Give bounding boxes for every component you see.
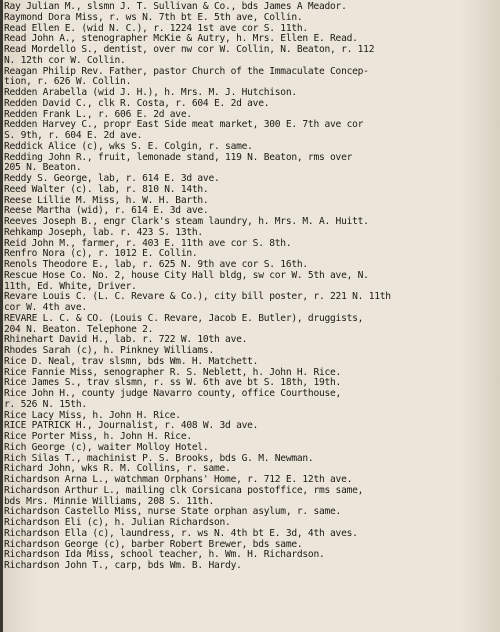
directory-line: Renfro Nora (c), r. 1012 E. Collin.	[4, 248, 198, 260]
directory-line: Reddick Alice (c), wks S. E. Colgin, r. same.	[4, 140, 253, 152]
directory-line: Renols Theodore E., lab, r. 625 N. 9th ave cor S. 16th.	[4, 259, 308, 270]
directory-line: Rhodes Sarah (c), h. Pinkney Williams.	[4, 345, 214, 356]
directory-line: Richardson Arna L., watchman Orphans' Home, r. 712 E. 12th ave.	[4, 474, 353, 485]
directory-line: bds Mrs. Minnie Williams, 208 S. 11th.	[4, 495, 214, 507]
directory-line: Redden Arabella (wid J. H.), h. Mrs. M. J. Hutchison.	[4, 87, 297, 98]
directory-line: Rehkamp Joseph, lab. r. 423 S. 13th.	[4, 226, 203, 238]
directory-line: cor W. 4th ave.	[4, 302, 87, 313]
directory-line: Redden Frank L., r. 606 E. 2d ave.	[4, 108, 192, 120]
directory-line: Redden David C., clk R. Costa, r. 604 E. 2d ave.	[4, 97, 270, 109]
directory-line: r. 526 N. 15th.	[4, 398, 87, 410]
directory-line: Rich George (c), waiter Molloy Hotel.	[4, 441, 209, 453]
directory-line: Rice James S., trav slsmn, r. ss W. 6th ave bt S. 18th, 19th.	[4, 377, 342, 389]
directory-line: Redden Harvey C., propr East Side meat market, 300 E. 7th ave cor	[4, 119, 364, 131]
directory-line: Richardson Eli (c), h. Julian Richardson.	[4, 517, 231, 528]
directory-line: Richardson George (c), barber Robert Brewer, bds same.	[4, 538, 303, 550]
directory-line: Read Ellen E. (wid N. C.), r. 1224 1st ave cor S. 11th.	[4, 22, 308, 34]
directory-line: 11th, Ed. White, Driver.	[4, 280, 137, 292]
directory-line: Richardson Ida Miss, school teacher, h. Wm. H. Richardson.	[4, 549, 325, 561]
directory-line: Raymond Dora Miss, r. ws N. 7th bt E. 5th ave, Collin.	[4, 11, 303, 23]
directory-line: S. 9th, r. 604 E. 2d ave.	[4, 130, 143, 141]
directory-line: Richardson Ella (c), laundress, r. ws N. 4th bt E. 3d, 4th aves.	[4, 527, 358, 539]
directory-line: Rice Lacy Miss, h. John H. Rice.	[4, 409, 181, 421]
directory-line: 205 N. Beaton.	[4, 162, 82, 174]
directory-line: Reese Lillie M. Miss, h. W. H. Barth.	[4, 194, 209, 206]
directory-line: Reid John M., farmer, r. 403 E. 11th ave cor S. 8th.	[4, 237, 292, 249]
directory-line: N. 12th cor W. Collin.	[4, 54, 126, 66]
directory-line: REVARE L. C. & CO. (Louis C. Revare, Jacob E. Butler), druggists,	[4, 312, 364, 324]
directory-line: Richardson John T., carp, bds Wm. B. Hardy.	[4, 560, 242, 571]
directory-line: Revare Louis C. (L. C. Revare & Co.), city bill poster, r. 221 N. 11th	[4, 291, 391, 303]
directory-line: Ray Julian M., slsmn J. T. Sullivan & Co., bds James A Meador.	[4, 1, 347, 12]
directory-line: 204 N. Beaton. Telephone 2.	[4, 323, 154, 335]
directory-line: Richardson Castello Miss, nurse State orphan asylum, r. same.	[4, 506, 342, 518]
directory-line: Rice John H., county judge Navarro county, office Courthouse,	[4, 388, 342, 399]
directory-line: Richard John, wks R. M. Collins, r. same.	[4, 463, 231, 475]
directory-line: Rice Fannie Miss, senographer R. S. Neblett, h. John H. Rice.	[4, 366, 342, 378]
directory-line: Redding John R., fruit, lemonade stand, 119 N. Beaton, rms over	[4, 151, 353, 163]
directory-line: Reeves Joseph B., engr Clark's steam laundry, h. Mrs. M. A. Huitt.	[4, 216, 369, 227]
directory-line: Read Mordello S., dentist, over nw cor W. Collin, N. Beaton, r. 112	[4, 44, 375, 55]
directory-line: Rhinehart David H., lab. r. 722 W. 10th ave.	[4, 334, 248, 346]
directory-line: Read John A., stenographer McKie & Autry, h. Mrs. Ellen E. Read.	[4, 33, 358, 45]
directory-line: Reagan Philip Rev. Father, pastor Church of the Immaculate Concep-	[4, 65, 369, 77]
directory-line: RICE PATRICK H., Journalist, r. 408 W. 3d ave.	[4, 420, 259, 432]
directory-line: tion, r. 626 W. Collin.	[4, 76, 132, 88]
directory-line: Richardson Arthur L., mailing clk Corsicana postoffice, rms same,	[4, 484, 364, 496]
directory-line: Rice Porter Miss, h. John H. Rice.	[4, 431, 192, 442]
directory-line: Rescue Hose Co. No. 2, house City Hall bldg, sw cor W. 5th ave, N.	[4, 269, 369, 281]
page-binding-edge	[0, 0, 3, 632]
directory-line: Reed Walter (c). lab, r. 810 N. 14th.	[4, 183, 209, 195]
directory-line: Reese Martha (wid), r. 614 E. 3d ave.	[4, 205, 209, 217]
directory-line: Rice D. Neal, trav slsmn, bds Wm. H. Matchett.	[4, 355, 259, 367]
directory-line: Rich Silas T., machinist P. S. Brooks, bds G. M. Newman.	[4, 452, 314, 464]
directory-entries	[4, 2, 496, 572]
directory-line: Reddy S. George, lab, r. 614 E. 3d ave.	[4, 173, 220, 184]
